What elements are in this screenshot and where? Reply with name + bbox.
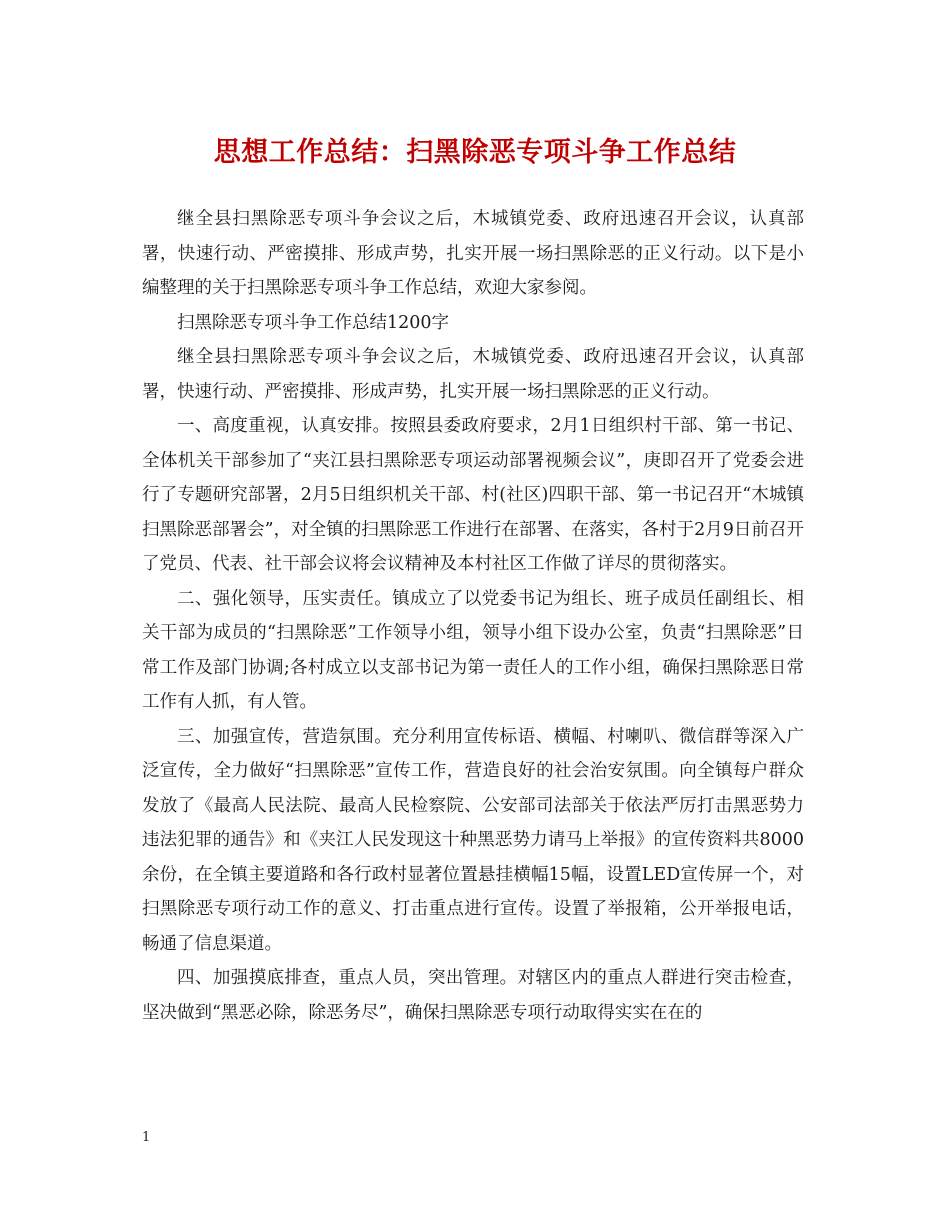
point-four-paragraph: 四、加强摸底排查，重点人员，突出管理。对辖区内的重点人群进行突击检查，坚决做到“黑恶必除，除恶务尽”，确保扫黑除恶专项行动取得实实在在的 xyxy=(142,968,804,1023)
point-two-paragraph: 二、强化领导，压实责任。镇成立了以党委书记为组长、班子成员任副组长、相关干部为成员的“扫黑除恶”工作领导小组，领导小组下设办公室，负责“扫黑除恶”日常工作及部门协调;各村成立以支部书记为第一责任人的工作小组，确保扫黑除恶日常工作有人抓，有人管。 xyxy=(142,588,804,712)
document-title: 思想工作总结：扫黑除恶专项斗争工作总结 xyxy=(213,137,737,168)
page-number: 1 xyxy=(142,1130,151,1145)
section-heading: 扫黑除恶专项斗争工作总结1200字 xyxy=(177,312,450,333)
point-three-paragraph: 三、加强宣传，营造氛围。充分利用宣传标语、横幅、村喇叭、微信群等深入广泛宣传，全力做好“扫黑除恶”宣传工作，营造良好的社会治安氛围。向全镇每户群众发放了《最高人民法院、最高人民检察院、公安部司法部关于依法严厉打击黑恶势力违法犯罪的通告》和《夹江人民发现这十种黑恶势力请马上举报》的宣传资料共8000余份，在全镇主要道路和各行政村显著位置悬挂横幅15幅，设置LED宣传屏一个，对扫黑除恶专项行动工作的意义、打击重点进行宣传。设置了举报箱，公开举报电话，畅通了信息渠道。 xyxy=(142,726,804,954)
intro-paragraph: 继全县扫黑除恶专项斗争会议之后，木城镇党委、政府迅速召开会议，认真部署，快速行动、严密摸排、形成声势，扎实开展一场扫黑除恶的正义行动。以下是小编整理的关于扫黑除恶专项斗争工作总结，欢迎大家参阅。 xyxy=(142,209,804,298)
document-body xyxy=(142,202,804,1030)
opening-paragraph: 继全县扫黑除恶专项斗争会议之后，木城镇党委、政府迅速召开会议，认真部署，快速行动、严密摸排、形成声势，扎实开展一场扫黑除恶的正义行动。 xyxy=(142,347,804,402)
point-one-paragraph: 一、高度重视，认真安排。按照县委政府要求，2月1日组织村干部、第一书记、全体机关干部参加了“夹江县扫黑除恶专项运动部署视频会议”，庚即召开了党委会进行了专题研究部署，2月5日组织机关干部、村(社区)四职干部、第一书记召开“木城镇扫黑除恶部署会”，对全镇的扫黑除恶工作进行在部署、在落实，各村于2月9日前召开了党员、代表、社干部会议将会议精神及本村社区工作做了详尽的贯彻落实。 xyxy=(142,416,804,574)
